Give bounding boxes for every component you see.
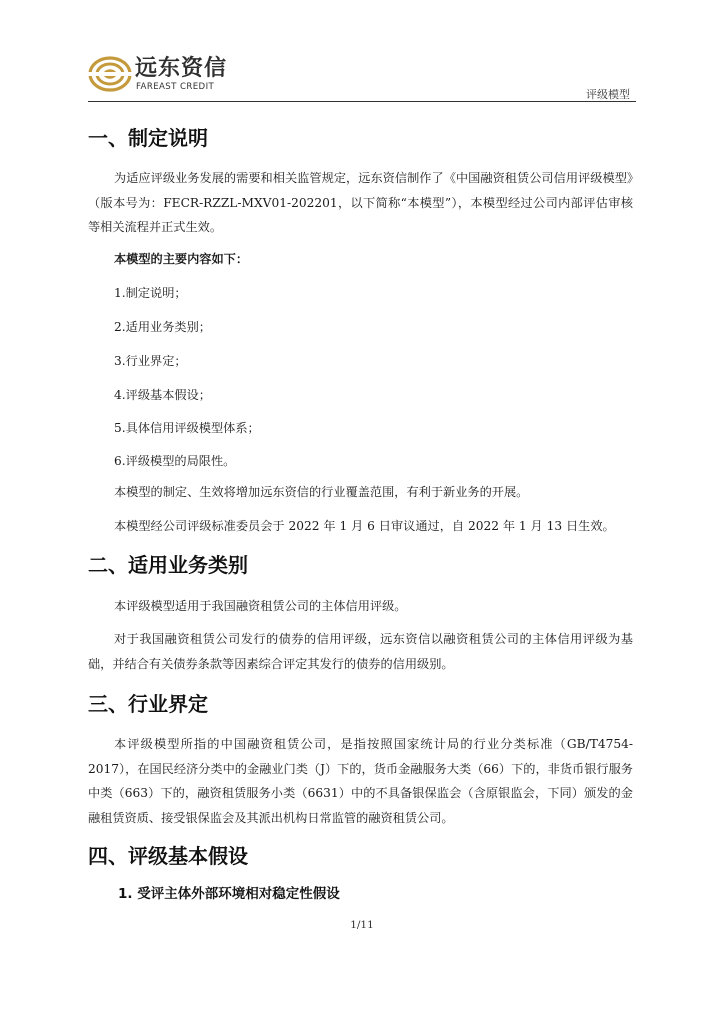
logo-wordmark-cn: 远东资信 (135, 56, 228, 81)
contents-item: 6.评级模型的局限性。 (114, 454, 236, 468)
contents-item: 2.适用业务类别； (114, 320, 211, 334)
page-header (88, 52, 636, 102)
section-title-1: 一、制定说明 (88, 126, 208, 150)
section-2-para-2: 对于我国融资租赁公司发行的债券的信用评级，远东资信以融资租赁公司的主体信用评级为基础，并结合有关债券条款等因素综合评定其发行的债券的信用级别。 (88, 632, 633, 671)
document-tag: 评级模型 (586, 88, 630, 101)
logo-wordmark-en: FAREAST CREDIT (136, 82, 215, 92)
section-title-4: 四、评级基本假设 (88, 844, 248, 868)
section-1-intro: 为适应评级业务发展的需要和相关监管规定，远东资信制作了《中国融资租赁公司信用评级模型》（版本号为：FECR-RZZL-MXV01-202201，以下简称“本模型”），本模型经过公司内部评估审核等相关流程并正式生效。 (88, 171, 633, 234)
header-divider (88, 101, 636, 102)
contents-item: 5.具体信用评级模型体系； (114, 421, 260, 435)
section-1-para-2: 本模型的制定、生效将增加远东资信的行业覆盖范围，有利于新业务的开展。 (114, 485, 529, 499)
contents-item: 4.评级基本假设； (114, 388, 211, 402)
contents-item: 3.行业界定； (114, 354, 187, 368)
contents-heading: 本模型的主要内容如下： (114, 252, 249, 266)
contents-item: 1.制定说明； (114, 286, 187, 300)
subsection-title: 1. 受评主体外部环境相对稳定性假设 (118, 886, 340, 902)
fareast-logo-icon (88, 54, 132, 94)
section-2-para-1: 本评级模型适用于我国融资租赁公司的主体信用评级。 (114, 599, 407, 613)
section-title-3: 三、行业界定 (88, 692, 208, 716)
section-title-2: 二、适用业务类别 (88, 553, 248, 577)
section-3-para-1: 本评级模型所指的中国融资租赁公司，是指按照国家统计局的行业分类标准（GB/T4754-2017），在国民经济分类中的金融业门类（J）下的，货币金融服务大类（66）下的，非货币银行服务中类（663）下的，融资租赁服务小类（6631）中的不具备银保监会（含原银监会，下同）颁发的金融租赁资质、接受银保监会及其派出机构日常监管的融资租赁公司。 (88, 737, 633, 825)
section-1-para-3: 本模型经公司评级标准委员会于 2022 年 1 月 6 日审议通过，自 2022 年 1 月 13 日生效。 (114, 519, 615, 533)
page-number: 1/11 (350, 919, 374, 931)
